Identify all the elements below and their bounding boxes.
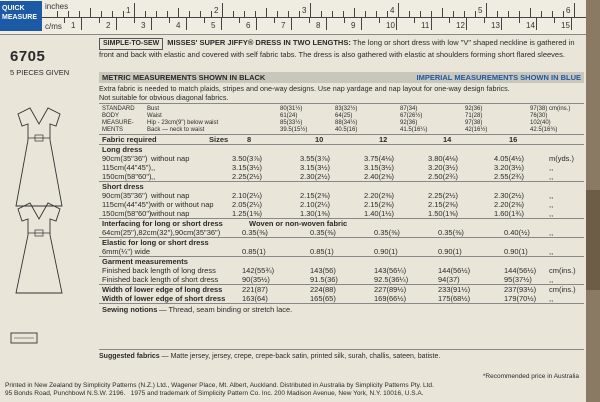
fabric-amount: 2.15(2⅜) — [364, 200, 395, 209]
fabric-amount: 2.30(2½) — [494, 191, 525, 200]
section-subtitle: Woven or non-woven fabric — [249, 219, 348, 228]
fabric-amount: 2.55(2¾) — [494, 172, 525, 181]
fabric-required-label: Fabric required — [102, 135, 157, 144]
cm-mark: 9 — [351, 21, 356, 30]
cm-tick — [221, 18, 222, 30]
fabric-amount: 1.25(1⅜) — [232, 209, 263, 218]
suggested-fabrics — [99, 349, 584, 361]
cm-mark: 14 — [526, 21, 535, 30]
body-size-column: 87(34) 67(26½) 92(36) 41.5(16¼) — [400, 106, 428, 133]
size-header: 10 — [315, 135, 324, 144]
cm-tick — [396, 18, 397, 30]
sizes-label: Sizes — [209, 135, 229, 144]
body-measurements-label: STANDARD BODY MEASURE-MENTS — [102, 106, 135, 133]
sewing-notions-text: — Thread, seam binding or stretch lace. — [159, 305, 293, 314]
body-size-column: 80(31½) 61(24) 85(33½) 39.5(15½) — [280, 106, 308, 133]
long-dress-sketch — [10, 102, 68, 212]
cm-tick — [466, 18, 467, 30]
fabric-width: 115cm(44"45") — [102, 200, 151, 209]
fabric-amount: 2.40(2⅝) — [364, 172, 395, 181]
cm-tick — [151, 18, 152, 30]
width-value: 224(88) — [310, 285, 336, 294]
fabric-width: 115cm(44"45") — [102, 163, 151, 172]
fabric-amount: 3.50(3⅞) — [232, 154, 263, 163]
cms-label: c/ms — [45, 22, 62, 31]
fabric-amount: 0.90(1) — [438, 247, 462, 256]
width-value: 175(68½) — [438, 294, 471, 303]
short-dress-sketch — [10, 197, 68, 302]
unit: ,, — [549, 275, 554, 284]
garment-label: Finished back length of short dress — [102, 275, 219, 284]
footer-line-1: Printed in New Zealand by Simplicity Patterns (N.Z.) Ltd., Wagener Place, Mt. Albert, Auckland. Distributed in Australia by Simplicity Patterns Pty. Ltd. — [5, 382, 434, 389]
fabric-amount: 1.50(1⅝) — [428, 209, 459, 218]
fabric-amount: 3.15(3½) — [364, 163, 395, 172]
cm-tick — [186, 18, 187, 30]
size-header: 12 — [379, 135, 388, 144]
inches-label: inches — [45, 2, 69, 11]
garment-value: 91.5(36) — [310, 275, 338, 284]
unit: ,, — [549, 191, 554, 200]
inch-mark: 5 — [478, 6, 483, 15]
cm-mark: 4 — [176, 21, 181, 30]
quick-measure-badge: QUICK MEASURE — [0, 1, 42, 31]
elastic-title-row — [99, 238, 584, 247]
garment-row — [99, 275, 584, 284]
fabric-amount: 4.05(4½) — [494, 154, 525, 163]
unit: ,, — [549, 247, 554, 256]
fabric-amount: 2.10(2¼) — [232, 191, 263, 200]
width-label: Width of lower edge of short dress — [102, 294, 226, 303]
cm-tick — [291, 18, 292, 30]
fabric-amount: 2.20(2⅜) — [494, 200, 525, 209]
note-line: Not suitable for obvious diagonal fabrics. — [99, 93, 229, 102]
nap-note: ,, — [151, 163, 156, 172]
size-header: 8 — [247, 135, 252, 144]
quick-measure-ruler — [0, 0, 590, 35]
width-value: 165(65) — [310, 294, 336, 303]
fabric-amount: 2.15(2⅜) — [428, 200, 459, 209]
left-panel — [0, 34, 95, 364]
fabric-amount: 3.20(3½) — [494, 163, 525, 172]
fabric-amount: 2.10(2¼) — [300, 200, 331, 209]
interfacing-title-row — [99, 219, 584, 228]
fabric-amount: 3.75(4⅛) — [364, 154, 395, 163]
tab-piece-sketch — [10, 331, 38, 345]
fabric-amount: 2.50(2¾) — [428, 172, 459, 181]
cm-mark: 5 — [211, 21, 216, 30]
fabric-amount: 2.15(2⅜) — [300, 191, 331, 200]
footer — [5, 373, 585, 398]
elastic-row — [99, 247, 584, 256]
sewing-notions-label: Sewing notions — [102, 305, 158, 314]
nap-note: ,, — [151, 172, 156, 181]
pattern-description: The long or short dress with low "V" shaped neckline is gathered in front and back with elastic and covered with self fabric tabs. The dress is also gathered with elastic at shoulders forming short flared sleeves. — [99, 38, 575, 59]
fabric-amount: 2.30(2½) — [300, 172, 331, 181]
width-row — [99, 294, 584, 303]
garment-value: 94(37) — [438, 275, 460, 284]
suggested-text: — Matte jersey, jersey, crepe, crepe-back satin, printed silk, surah, challis, sateen, batiste. — [161, 353, 441, 360]
recommended-price-note: *Recommended price in Australia — [482, 373, 579, 380]
fabric-amount: 0.40(½) — [504, 228, 530, 237]
inch-tick — [222, 3, 223, 17]
body-measurements — [99, 103, 584, 135]
note-line: Extra fabric is needed to match plaids, stripes and one-way designs. Use nap yardage and nap layout for one-way design fabrics. — [99, 84, 510, 93]
fabric-amount: 0.35(⅜) — [374, 228, 400, 237]
fabric-amount: 3.15(3½) — [300, 163, 331, 172]
garment-title-row — [99, 257, 584, 266]
fabric-amount: 1.60(1¾) — [494, 209, 525, 218]
unit: ,, — [549, 172, 554, 181]
row-label: Waist — [147, 113, 162, 119]
width-label: Width of lower edge of long dress — [102, 285, 223, 294]
width-value: 163(64) — [242, 294, 268, 303]
cm-tick — [361, 18, 362, 30]
garment-value: 142(55¾) — [242, 266, 275, 275]
section-title: Garment measurements — [102, 257, 188, 266]
garment-value: 144(56½) — [438, 266, 471, 275]
body-size-column: 83(32½) 64(25) 88(34½) 40.5(16) — [335, 106, 358, 133]
measurement-heading-bar — [99, 72, 584, 83]
fabric-row — [99, 191, 584, 200]
pattern-header — [99, 38, 584, 59]
width-value: 179(70½) — [504, 294, 537, 303]
fabric-row — [99, 200, 584, 209]
fabric-amount: 0.35(⅜) — [242, 228, 268, 237]
fabric-amount: 0.90(1) — [504, 247, 528, 256]
cm-tick — [326, 18, 327, 30]
fabric-notes — [99, 84, 584, 102]
inch-tick — [134, 3, 135, 17]
inch-tick — [486, 3, 487, 17]
fabric-width: 90cm(35"36") — [102, 191, 148, 200]
unit: ,, — [549, 294, 554, 303]
sewing-notions-row — [99, 305, 584, 314]
body-size-column: 92(36) 71(28) 97(38) 42(16½) — [465, 106, 488, 133]
inch-mark: 4 — [390, 6, 395, 15]
cm-mark: 6 — [246, 21, 251, 30]
inch-mark: 3 — [302, 6, 307, 15]
unit: cm(ins.) — [549, 266, 576, 275]
fabric-amount: 3.80(4⅛) — [428, 154, 459, 163]
fabric-width: 64cm(25"),82cm(32"),90cm(35"36") — [102, 228, 221, 237]
fabric-amount: 0.35(⅜) — [438, 228, 464, 237]
fabric-amount: 2.25(2½) — [232, 172, 263, 181]
interfacing-row — [99, 228, 584, 237]
nap-note: without nap — [151, 209, 190, 218]
garment-row — [99, 266, 584, 275]
garment-value: 90(35½) — [242, 275, 270, 284]
sizes-header-row — [99, 135, 584, 144]
fabric-amount: 1.30(1⅜) — [300, 209, 331, 218]
cm-mark: 15 — [561, 21, 570, 30]
cm-mark: 13 — [491, 21, 500, 30]
cm-mark: 1 — [71, 21, 76, 30]
garment-value: 143(56¼) — [374, 266, 407, 275]
row-label: Hip - 23cm(9") below waist — [147, 120, 219, 126]
cm-tick — [501, 18, 502, 30]
garment-value: 92.5(36¼) — [374, 275, 409, 284]
section-title: Interfacing for long or short dress — [102, 219, 223, 228]
divider — [99, 303, 584, 304]
width-value: 169(66½) — [374, 294, 407, 303]
cm-tick — [536, 18, 537, 30]
width-row — [99, 285, 584, 294]
garment-value: 95(37½) — [504, 275, 532, 284]
simple-to-sew-badge: SIMPLE-TO-SEW — [99, 38, 163, 50]
imperial-heading: IMPERIAL MEASUREMENTS SHOWN IN BLUE — [416, 73, 581, 82]
row-label: Bust — [147, 106, 160, 112]
fabric-amount: 3.55(3⅞) — [300, 154, 331, 163]
garment-value: 143(56) — [310, 266, 336, 275]
fabric-row — [99, 209, 584, 218]
suggested-label: Suggested fabrics — [99, 353, 160, 360]
garment-label: Finished back length of long dress — [102, 266, 216, 275]
cm-tick — [256, 18, 257, 30]
nap-note: without nap — [151, 154, 190, 163]
fabric-width: 90cm(35"36") — [102, 154, 148, 163]
section-title-row — [99, 145, 584, 154]
metric-heading: METRIC MEASUREMENTS SHOWN IN BLACK — [102, 73, 266, 82]
inch-tick — [310, 3, 311, 17]
inch-mark: 1 — [126, 6, 131, 15]
fabric-amount: 3.20(3½) — [428, 163, 459, 172]
cm-mark: 12 — [456, 21, 465, 30]
size-header: 14 — [443, 135, 452, 144]
cm-mark: 3 — [141, 21, 146, 30]
section-title: Short dress — [102, 182, 144, 191]
fabric-amount: 3.15(3½) — [232, 163, 263, 172]
nap-note: with or without nap — [151, 200, 214, 209]
body-measurement-rows — [147, 106, 218, 134]
unit: cm(ins.) — [549, 285, 576, 294]
fabric-row — [99, 154, 584, 163]
unit: m(yds.) — [549, 154, 574, 163]
cm-mark: 2 — [106, 21, 111, 30]
garment-value: 144(56½) — [504, 266, 537, 275]
unit: ,, — [549, 163, 554, 172]
fabric-width: 150cm(58"60") — [102, 172, 152, 181]
unit: ,, — [549, 209, 554, 218]
width-value: 237(93½) — [504, 285, 537, 294]
inch-tick — [574, 3, 575, 17]
cm-tick — [116, 18, 117, 30]
section-title: Elastic for long or short dress — [102, 238, 209, 247]
cm-tick — [571, 18, 572, 30]
envelope-edge-dark — [586, 190, 600, 290]
cm-tick — [81, 18, 82, 30]
pattern-title: MISSES' SUPER JIFFY® DRESS IN TWO LENGTHS: — [167, 38, 351, 47]
inch-mark: 2 — [214, 6, 219, 15]
pieces-given: 5 PIECES GIVEN — [10, 68, 70, 77]
row-label: Back — neck to waist — [147, 127, 205, 133]
size-header: 16 — [509, 135, 518, 144]
cm-mark: 7 — [281, 21, 286, 30]
width-value: 233(91½) — [438, 285, 471, 294]
inch-tick — [398, 3, 399, 17]
fabric-width: 150cm(58"60") — [102, 209, 152, 218]
nap-note: without nap — [151, 191, 190, 200]
cm-mark: 10 — [386, 21, 395, 30]
pattern-number: 6705 — [10, 48, 46, 65]
width-value: 221(87) — [242, 285, 268, 294]
cm-tick — [431, 18, 432, 30]
cm-mark: 11 — [421, 21, 430, 30]
section-title-row — [99, 182, 584, 191]
fabric-amount: 0.85(1) — [242, 247, 266, 256]
fabric-amount: 0.35(⅜) — [310, 228, 336, 237]
fabric-amount: 2.25(2½) — [428, 191, 459, 200]
fabric-amount: 0.90(1) — [374, 247, 398, 256]
fabric-amount: 2.05(2¼) — [232, 200, 263, 209]
section-title: Long dress — [102, 145, 143, 154]
fabric-width: 6mm(¼") wide — [102, 247, 151, 256]
cm-mark: 8 — [316, 21, 321, 30]
fabric-row — [99, 172, 584, 181]
fabric-amount: 0.85(1) — [310, 247, 334, 256]
unit: ,, — [549, 200, 554, 209]
width-value: 227(89½) — [374, 285, 407, 294]
unit: ,, — [549, 228, 554, 237]
fabric-amount: 2.20(2⅜) — [364, 191, 395, 200]
body-size-column: 97(38) 76(30) 102(40) 42.5(16¾) — [530, 106, 558, 133]
body-unit: cm(ins.) — [549, 106, 571, 112]
fabric-row — [99, 163, 584, 172]
fabric-amount: 1.40(1½) — [364, 209, 395, 218]
footer-line-2: 95 Bonds Road, Punchbowl N.S.W. 2196. 1975 and trademark of Simplicity Pattern Co. Inc. 200 Madison Avenue, New York, N.Y. 10016, U.S.A. — [5, 390, 424, 397]
inch-mark: 6 — [566, 6, 571, 15]
